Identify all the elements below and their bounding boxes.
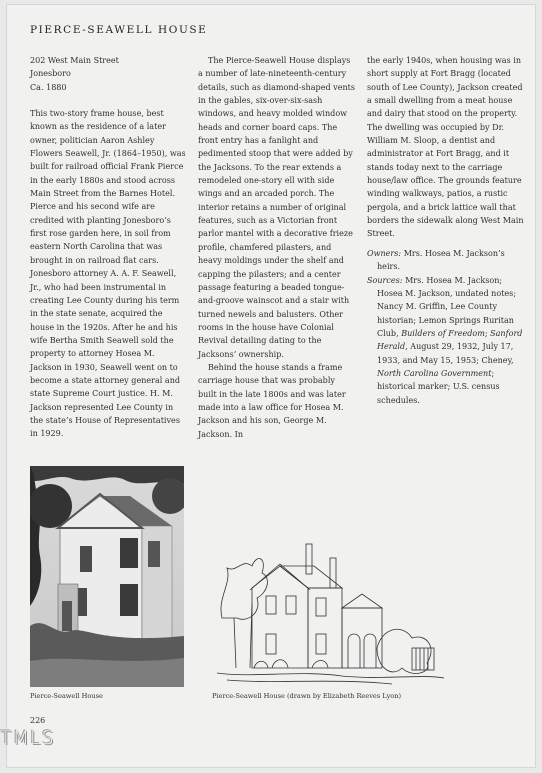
house-drawing <box>212 528 449 691</box>
address: 202 West Main Street <box>30 56 119 65</box>
town: Jonesboro <box>30 69 71 79</box>
sources-text: ; historical marker; U.S. census schedules. <box>377 368 500 405</box>
column-1 <box>30 54 187 441</box>
column-3 <box>367 54 524 407</box>
page-title: PIERCE-SEAWELL HOUSE <box>30 24 208 36</box>
owners-entry <box>367 247 524 274</box>
owners-text: Mrs. Hosea M. Jackson’s heirs. <box>377 248 505 272</box>
source-title: Sanford Herald <box>377 328 523 352</box>
photo-caption: Pierce-Seawell House <box>30 692 103 700</box>
paragraph: the early 1940s, when housing was in short supply at Fort Bragg (located south of Lee County), Jackson created a small dwelling from a meat house and dairy that stood on the property. The dwelling was occupied by Dr. William M. Sloop, a dentist and administrator at Fort Bragg, and it stands today next to the carriage house/law office. The grounds feature winding walkways, patios, a rustic pergola, and a brick lattice wall that borders the sidewalk along West Main Street. <box>367 56 524 239</box>
column-2 <box>198 54 356 441</box>
source-title: Builders of Freedom <box>401 328 485 338</box>
sources-entry <box>367 274 524 407</box>
sources-text: , August 29, 1932, July 17, 1933, and May 15, 1953; Cheney, <box>377 342 514 365</box>
paragraph: This two-story frame house, best known as the residence of a later owner, politician Aaron Ashley Flowers Seawell, Jr. (1864–1950), was built for railroad official Frank Pierce in the early 1880s and stood across Main Street from the Barnes Hotel. Pierce and his second wife are credited with planting Jonesboro’s first rose garden here, in soil from eastern North Carolina that was brought in on railroad flat cars. Jonesboro attorney A. A. F. Seawell, Jr., who had been instrumental in creating Lee County during his term in the state senate, acquired the house in the 1920s. After he and his wife Bertha Smith Seawell sold the property to attorney Hosea M. Jackson in 1930, Seawell went on to become a state attorney general and state Supreme Court justice. H. M. Jackson represented Lee County in the state’s House of Representatives in 1929. <box>30 109 186 439</box>
sources-text: Mrs. Hosea M. Jackson; Hosea M. Jackson, undated notes; Nancy M. Griffin, Lee County historian; Lemon Springs Ruritan Club, <box>377 275 517 338</box>
source-title: North Carolina Government <box>377 368 492 378</box>
sources-label: Sources: <box>367 275 403 285</box>
sources-text: ; <box>484 328 488 338</box>
drawing-caption: Pierce-Seawell House (drawn by Elizabeth Reeves Lyon) <box>212 692 402 700</box>
house-photo <box>30 466 184 687</box>
paragraph: Behind the house stands a frame carriage house that was probably built in the late 1800s and was later made into a law office for Hosea M. Jackson and his son, George M. Jackson. In <box>198 362 346 439</box>
watermark-logo: TMLS <box>0 727 55 749</box>
owners-label: Owners: <box>367 248 402 258</box>
page-number: 226 <box>30 716 46 725</box>
paragraph: The Pierce-Seawell House displays a number of late-nineteenth-century details, such as diamond-shaped vents in the gables, six-over-six-sash windows, and heavy molded window heads and corner board caps. The front entry has a fanlight and pedimented stoop that were added by the Jacksons. To the rear extends a remodeled one-story ell with side wings and an arcaded porch. The interior retains a number of original features, such as a Victorian front parlor mantel with a decorative frieze profile, chamfered pilasters, and heavy moldings under the shelf and capping the pilasters; and a center passage featuring a beaded tongue-and-groove wainscot and a stair with turned newels and balusters. Other rooms in the house have Colonial Revival detailing dating to the Jacksons’ ownership. <box>198 56 356 359</box>
book-page <box>6 4 536 768</box>
date: Ca. 1880 <box>30 82 67 92</box>
